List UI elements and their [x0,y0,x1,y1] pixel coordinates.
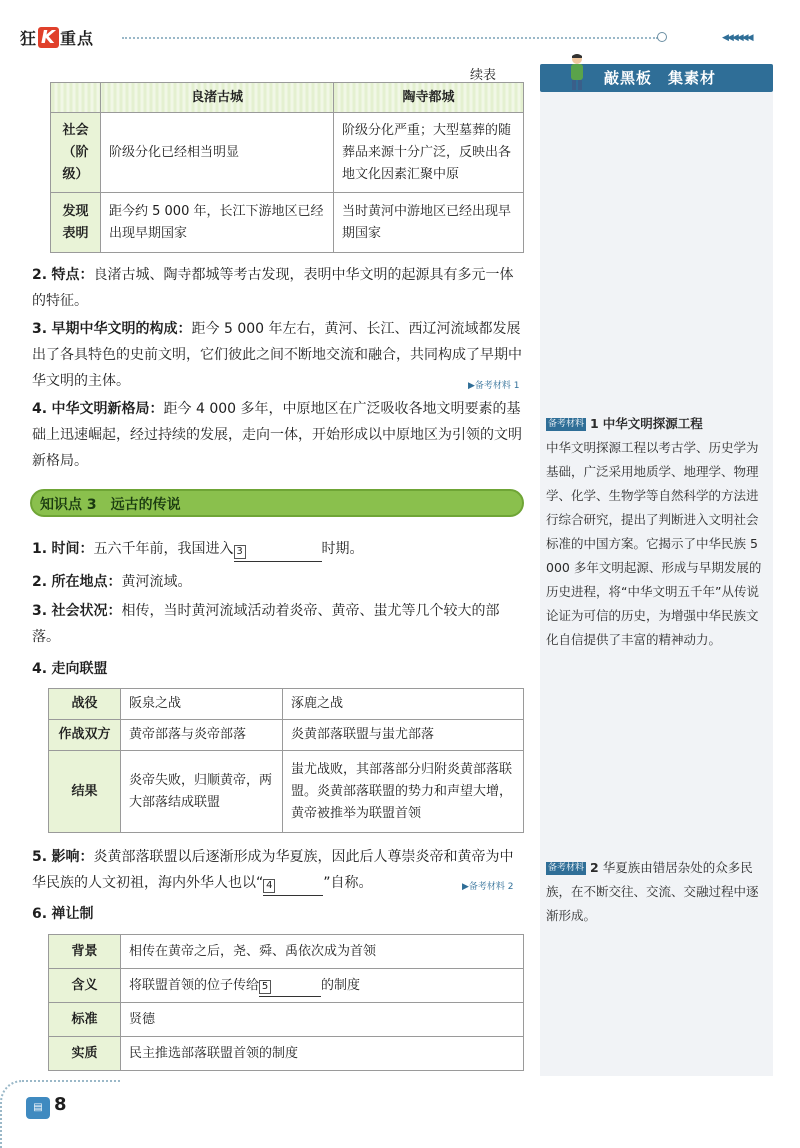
material-text: 中华文明探源工程以考古学、历史学为基础，广泛采用地质学、地理学、物理学、化学、生物学等自然科学的方法进行综合研究，提出了判断进入文明社会标准的中国方案。它揭示了中华民族 5 000 多年文明起源、形成与早期发展的历史进程，将“中华文明五千年”从传说论证为可信的历史，为增强中华民族文化自信提供了丰富的精神动力。 [546,440,762,647]
row-label: 作战双方 [49,720,121,751]
blank-number: 5 [259,980,271,994]
blank-number: 3 [234,545,246,559]
table-row [49,1003,524,1037]
material-number: 1 [590,416,599,431]
point-number: 3. [32,321,48,337]
point-key: 早期中华文明的构成： [51,321,192,337]
sidebar-title: 敲黑板 集素材 [540,64,773,92]
table-header-cell: 良渚古城 [101,83,334,113]
book-icon: ▤ [26,1097,50,1119]
item-key: 时间： [51,541,94,557]
point-text: 良渚古城、陶寺都城等考古发现，表明中华文明的起源具有多元一体的特征。 [32,267,514,309]
table-cell: 阪泉之战 [121,689,283,720]
row-label: 社会（阶级） [51,113,101,193]
item-key: 所在地点： [51,574,122,590]
header-divider [122,37,658,39]
point-key: 中华文明新格局： [51,401,164,417]
ref-link-material-2[interactable]: ▶备考材料 2 [462,882,514,892]
item-number: 6. [32,906,48,922]
item-number: 2. [32,574,48,590]
material-number: 2 [590,860,599,875]
fill-blank[interactable] [263,878,323,896]
table-row [51,113,524,193]
item-text-pre: 炎黄部落联盟以后逐渐形成为华夏族，因此后人尊崇炎帝和黄帝为中华民族的人文初祖，海内外华人也以“ [32,849,514,891]
point-text: 距今 4 000 多年，中原地区在广泛吸收各地文明要素的基础上迅速崛起，经过持续的发展，走向一体，开始形成以中原地区为引领的文明新格局。 [32,401,522,469]
table-row [51,193,524,253]
fill-blank[interactable] [234,544,322,562]
material-text: 华夏族由错居杂处的众多民族，在不断交往、交流、交融过程中逐渐形成。 [546,860,759,923]
point-4 [32,396,526,474]
fill-blank[interactable] [259,979,321,997]
logo-text-pre: 狂 [20,28,38,48]
table-cell: 民主推选部落联盟首领的制度 [121,1037,524,1071]
row-label: 实质 [49,1037,121,1071]
item-text: 相传，当时黄河流域活动着炎帝、黄帝、蚩尤等几个较大的部落。 [32,603,500,645]
point-key: 特点： [51,267,94,283]
item-text-post: ”自称。 [323,875,373,891]
item-number: 3. [32,603,48,619]
kp3-item-6 [32,901,526,927]
table-cell: 涿鹿之战 [283,689,524,720]
alliance-table [48,688,524,832]
material-title: 中华文明探源工程 [602,416,703,431]
table-cell: 相传在黄帝之后，尧、舜、禹依次成为首领 [121,935,524,969]
table-cell: 炎黄部落联盟与蚩尤部落 [283,720,524,751]
kp3-item-1 [32,536,526,562]
item-text-pre: 五六千年前，我国进入 [93,541,234,557]
item-text: 黄河流域。 [121,574,192,590]
brand-logo [20,24,94,50]
table-cell: 贤德 [121,1003,524,1037]
table-cell: 当时黄河中游地区已经出现早期国家 [334,193,524,253]
table-cell: 炎帝失败，归顺黄帝，两大部落结成联盟 [121,751,283,833]
item-key: 社会状况： [51,603,122,619]
item-key: 走向联盟 [51,661,108,677]
item-number: 5. [32,849,48,865]
table-cell: 黄帝部落与炎帝部落 [121,720,283,751]
material-tag: 备考材料 [548,419,585,429]
point-text: 距今 5 000 年左右，黄河、长江、西辽河流域都发展出了各具特色的史前文明，它们彼此之间不断地交流和融合，共同构成了早期中华文明的主体。 [32,321,522,389]
header-circle-ornament [657,32,667,42]
table-cell: 阶级分化严重；大型墓葬的随葬品来源十分广泛，反映出各地文化因素汇聚中原 [334,113,524,193]
kp3-item-4 [32,656,526,682]
kp3-item-2 [32,569,526,595]
row-label: 战役 [49,689,121,720]
row-label: 发现表明 [51,193,101,253]
sidebar-material-1 [546,412,768,652]
page-number: 8 [54,1094,67,1115]
table-header-row [51,83,524,113]
item-number: 4. [32,661,48,677]
row-label: 标准 [49,1003,121,1037]
item-key: 影响： [51,849,94,865]
table-cell: 蚩尤战败，其部落部分归附炎黄部落联盟。炎黄部落联盟的势力和声望大增，黄帝被推举为联盟首领 [283,751,524,833]
cell-text-pre: 将联盟首领的位子传给 [129,977,260,993]
table-row [49,751,524,833]
ref-link-material-1[interactable]: ▶备考材料 1 [468,381,520,391]
blank-number: 4 [263,879,275,893]
logo-k: K [38,27,59,48]
teacher-figure-icon [566,52,588,92]
item-number: 1. [32,541,48,557]
table-row [49,1037,524,1071]
kp3-item-3 [32,598,526,650]
item-text-post: 时期。 [321,541,364,557]
abdication-table [48,934,524,1072]
logo-text-post: 重点 [59,28,94,48]
table-row [49,969,524,1003]
table-row [49,720,524,751]
material-tag: 备考材料 [548,863,585,873]
table-row [49,935,524,969]
table-cell [121,969,524,1003]
sidebar-material-2 [546,856,768,928]
point-number: 4. [32,401,48,417]
header-arrows-icon: ◀◀◀◀◀◀ [722,33,752,43]
point-number: 2. [32,267,48,283]
table-cell: 阶级分化已经相当明显 [101,113,334,193]
row-label: 背景 [49,935,121,969]
row-label: 结果 [49,751,121,833]
comparison-table [50,82,524,256]
point-3 [32,316,526,394]
knowledge-point-title: 知识点 3 远古的传说 [40,497,181,513]
cell-text-post: 的制度 [321,977,361,993]
continued-label: 续表 [470,68,497,83]
table-row [49,689,524,720]
table-header-cell [51,83,101,113]
table-header-cell: 陶寺都城 [334,83,524,113]
item-key: 禅让制 [51,906,94,922]
kp3-item-5 [32,844,526,896]
table-cell: 距今约 5 000 年，长江下游地区已经出现早期国家 [101,193,334,253]
point-2 [32,262,526,314]
row-label: 含义 [49,969,121,1003]
